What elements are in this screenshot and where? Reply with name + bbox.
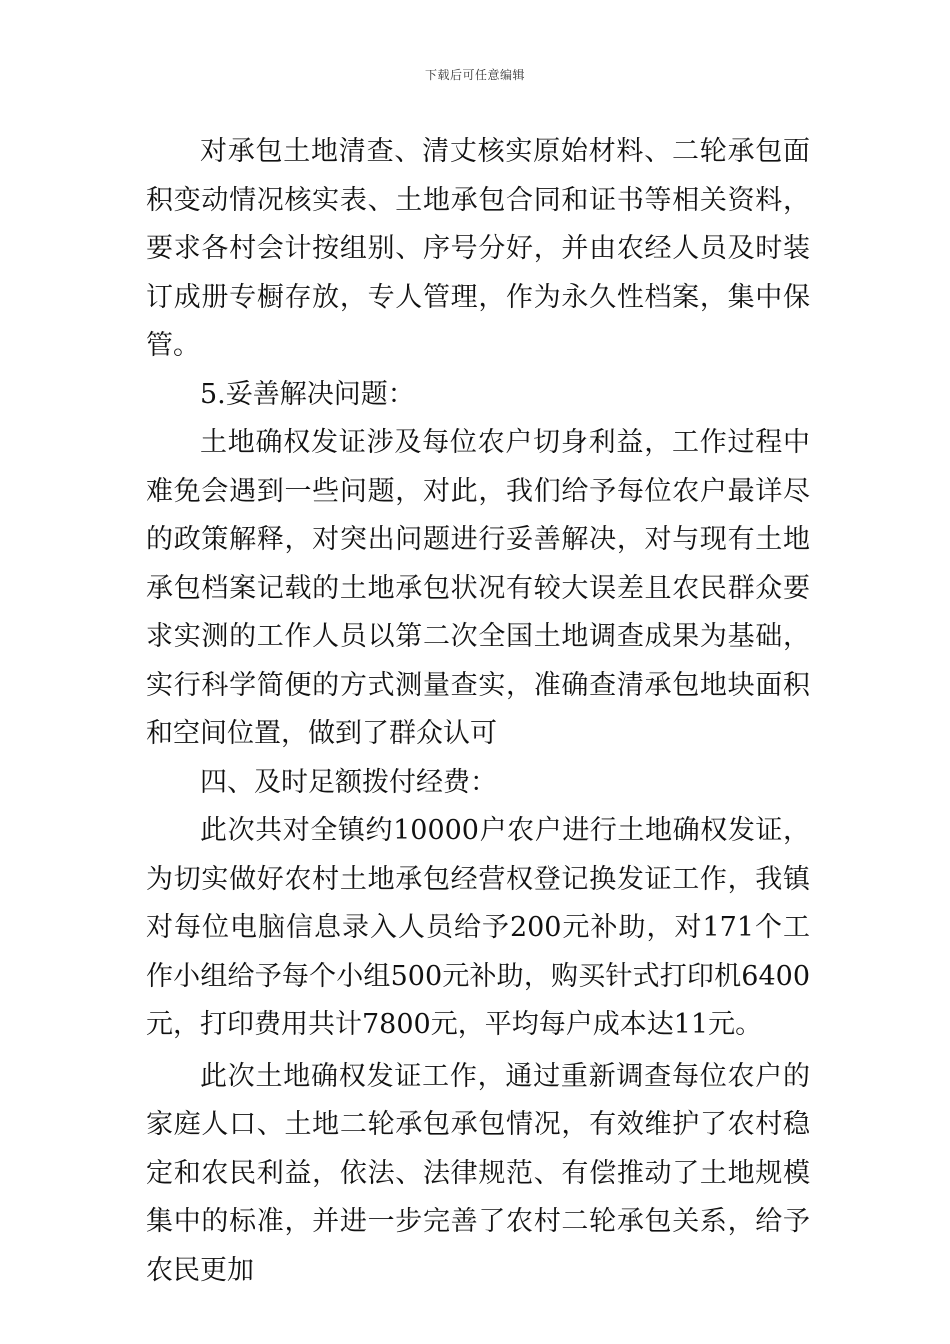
- section-heading-funding: 四、及时足额拨付经费：: [200, 766, 497, 798]
- paragraph-funding: 此次共对全镇约10000户农户进行土地确权发证，为切实做好农村土地承包经营权登记换发证工作，我镇对每位电脑信息录入人员给予200元补助，对171个工作小组给予每个小组500元补助，购买针式打印机6400元，打印费用共计7800元，平均每户成本达11元。: [146, 815, 810, 1040]
- document-body: [146, 128, 810, 1295]
- paragraph-resolve-issues: 土地确权发证涉及每位农户切身利益，工作过程中难免会遇到一些问题，对此，我们给予每位农户最详尽的政策解释，对突出问题进行妥善解决，对与现有土地承包档案记载的土地承包状况有较大误差且农民群众要求实测的工作人员以第二次全国土地调查成果为基础，实行科学简便的方式测量查实，准确查清承包地块面积和空间位置，做到了群众认可: [146, 427, 810, 749]
- paragraph-archive-management: 对承包土地清查、清丈核实原始材料、二轮承包面积变动情况核实表、土地承包合同和证书等相关资料，要求各村会计按组别、序号分好，并由农经人员及时装订成册专橱存放，专人管理，作为永久性档案，集中保管。: [146, 136, 810, 361]
- page-header-note: 下载后可任意编辑: [424, 68, 525, 82]
- section-heading-resolve-issues: 5.妥善解决问题：: [200, 378, 415, 410]
- paragraph-summary: 此次土地确权发证工作，通过重新调查每位农户的家庭人口、土地二轮承包承包情况，有效维护了农村稳定和农民利益，依法、法律规范、有偿推动了土地规模集中的标准，并进一步完善了农村二轮承包关系，给予农民更加: [146, 1060, 810, 1286]
